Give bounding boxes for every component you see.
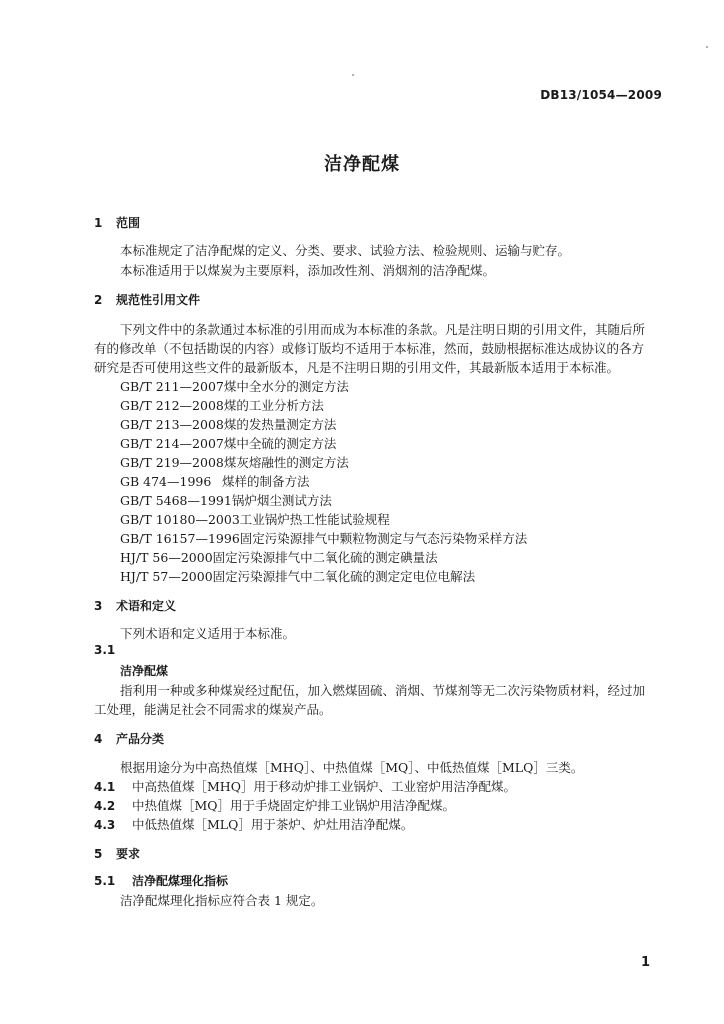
section-1-paragraph: 本标准适用于以煤炭为主要原料，添加改性剂、消烟剂的洁净配煤。 [120,263,496,278]
reference-item: GB/T 212—2008煤的工业分析方法 [120,398,324,413]
scan-speck [352,74,354,76]
scan-speck [706,46,708,48]
section-2-heading: 2 规范性引用文件 [94,293,201,307]
reference-item: GB/T 16157—1996固定污染源排气中颗粒物测定与气态污染物采样方法 [120,531,528,546]
section-3-paragraph: 下列术语和定义适用于本标准。 [120,626,296,641]
term-definition-line: 指利用一种或多种煤炭经过配伍，加入燃煤固硫、消烟、节煤剂等无二次污染物质材料，经过加 [120,683,646,698]
term-definition-line: 工处理，能满足社会不同需求的煤炭产品。 [94,702,332,717]
reference-item: GB/T 5468—1991锅炉烟尘测试方法 [120,493,332,508]
section-4-paragraph: 根据用途分为中高热值煤［MHQ］、中热值煤［MQ］、中低热值煤［MLQ］三类。 [120,760,584,775]
section-2-paragraph-line: 有的修改单（不包括勘误的内容）或修订版均不适用于本标准，然而，鼓励根据标准达成协议的各方 [94,341,645,356]
subsection-number: 3.1 [94,643,116,657]
reference-item: HJ/T 56—2000固定污染源排气中二氧化硫的测定碘量法 [120,550,438,565]
term-name: 洁净配煤 [120,664,169,678]
reference-item: GB/T 213—2008煤的发热量测定方法 [120,417,337,432]
reference-item: GB/T 219—2008煤灰熔融性的测定方法 [120,455,349,470]
reference-item: GB 474—1996 煤样的制备方法 [120,474,310,489]
reference-item: GB/T 10180—2003工业锅炉热工性能试验规程 [120,512,390,527]
section-4-heading: 4 产品分类 [94,732,165,746]
classification-item: 4.2 中热值煤［MQ］用于手烧固定炉排工业锅炉用洁净配煤。 [94,798,456,813]
section-1-heading: 1 范围 [94,216,141,230]
document-title: 洁净配煤 [324,154,400,175]
reference-item: GB/T 214—2007煤中全硫的测定方法 [120,436,337,451]
standard-number: DB13/1054—2009 [540,88,662,102]
section-1-paragraph: 本标准规定了洁净配煤的定义、分类、要求、试验方法、检验规则、运输与贮存。 [120,243,571,258]
reference-item: GB/T 211—2007煤中全水分的测定方法 [120,379,349,394]
section-3-heading: 3 术语和定义 [94,599,177,613]
reference-item: HJ/T 57—2000固定污染源排气中二氧化硫的测定定电位电解法 [120,569,476,584]
section-5-heading: 5 要求 [94,847,141,861]
section-2-paragraph-line: 下列文件中的条款通过本标准的引用而成为本标准的条款。凡是注明日期的引用文件，其随后所 [120,322,646,337]
classification-item: 4.3 中低热值煤［MLQ］用于茶炉、炉灶用洁净配煤。 [94,817,414,832]
page-number: 1 [640,955,650,970]
section-2-paragraph-line: 研究是否可使用这些文件的最新版本，凡是不注明日期的引用文件，其最新版本适用于本标准。 [94,360,620,375]
classification-item: 4.1 中高热值煤［MHQ］用于移动炉排工业锅炉、工业窑炉用洁净配煤。 [94,779,516,794]
section-5-paragraph: 洁净配煤理化指标应符合表 1 规定。 [120,893,324,908]
subsection-5-1-heading: 5.1 洁净配煤理化指标 [94,874,229,888]
